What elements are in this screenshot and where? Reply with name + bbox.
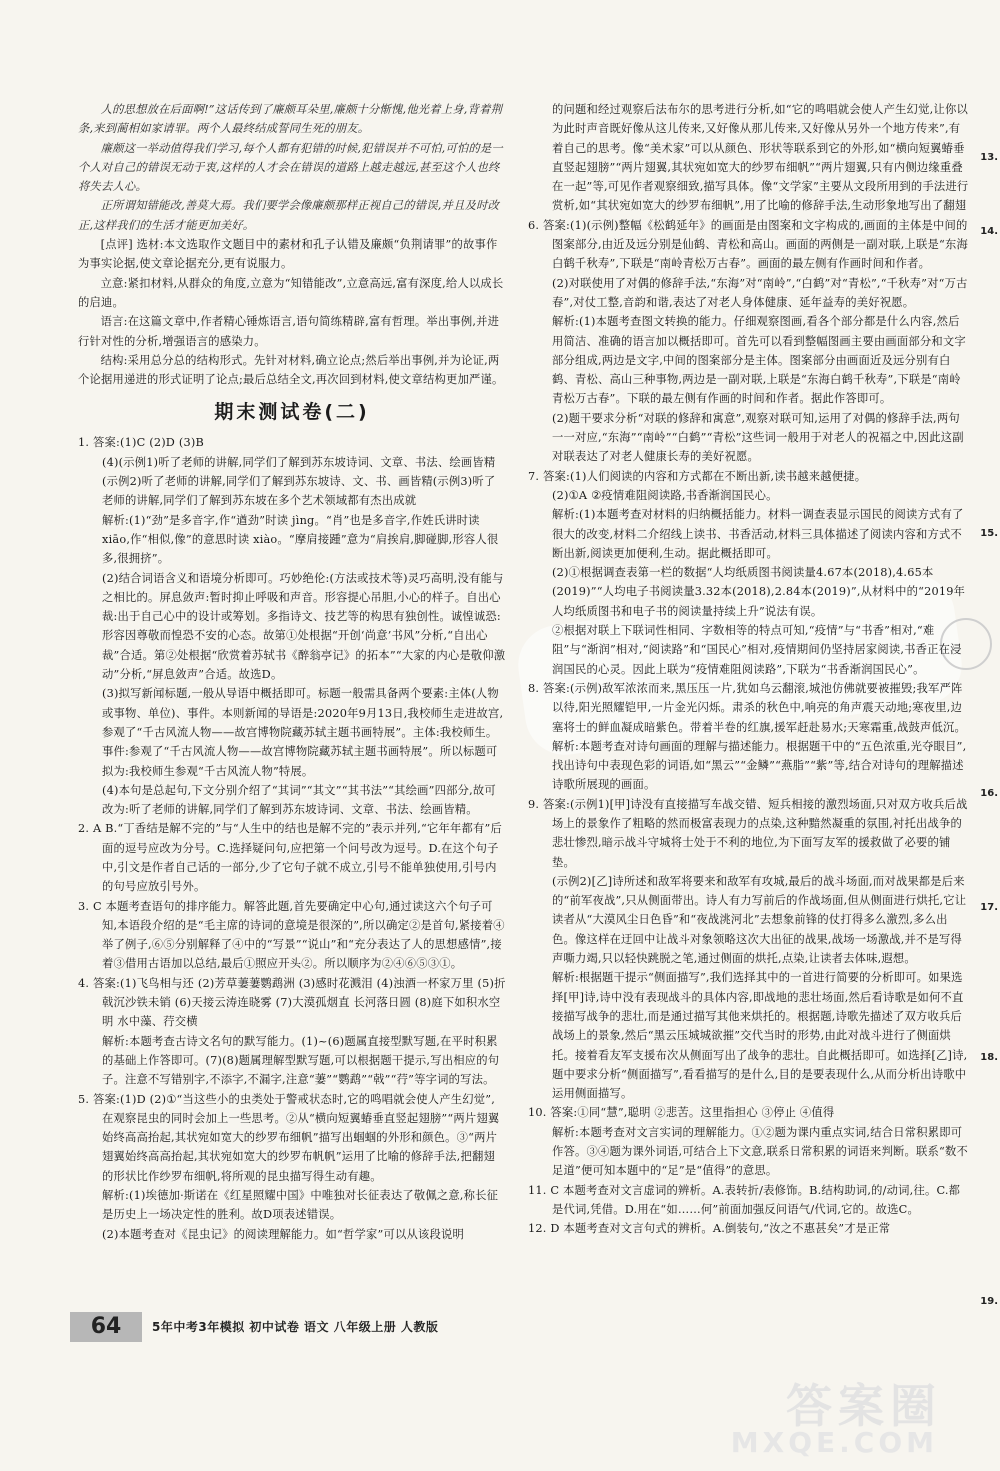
q5-analysis-1: 解析:(1)埃德加·斯诺在《红星照耀中国》中唯独对长征表达了敬佩之意,称长征是历史上一场决定性的胜利。故D项表述错误。 xyxy=(102,1189,499,1222)
q1-part4-examples: (4)(示例1)听了老师的讲解,同学们了解到苏东坡诗词、文章、书法、绘画皆精(示例2)听了老师的讲解,同学们了解到苏东坡诗、文、书、画皆精(示例3)听了老师的讲解,同学们了解到苏东坡在多个艺术领域都有杰出成就 xyxy=(102,455,496,508)
q3-answer: 3. C 本题考查语句的排序能力。解答此题,首先要确定中心句,通过读这六个句子可知,本语段介绍的是“毛主席的诗词的意境是很深的”,所以确定②是首句,紧接着④举了例子,⑥⑤分别解释了④中的“写景”“说山”和“充分表达了人的思想感情”,接着③借用古语加以总结,最后①照应开头②。所以顺序为②④⑥⑤③①。 xyxy=(78,899,505,971)
q4-analysis: 解析:本题考查古诗文名句的默写能力。(1)~(6)题属直接型默写题,在平时积累的基础上作答即可。(7)(8)题属理解型默写题,可以根据题干提示,写出相应的句子。注意不写错别字,不添字,不漏字,注意“萋”“鹦鹉”“戟”“荇”等字词的写法。 xyxy=(102,1034,500,1087)
q1-answer: 1. 答案:(1)C (2)D (3)B xyxy=(78,436,204,450)
q7-answer-2: (2)①A ②疫情难阻阅读路,书香渐润国民心。 xyxy=(552,488,778,502)
q9-example-2: (示例2)[乙]诗所述和敌军将要来和敌军有攻城,最后的战斗场面,而对战果都是后来的“前军夜战”,只从侧面带出。诗人有力写前后的作战场面,但从侧面进行烘托,它让读者从“大漠风尘日色昏”和“夜战洮河北”去想象前锋的仗打得多么激烈,多么出色。像这样在迂回中让战斗对象领略这次大出征的战果,战场一场激战,并不是写得声嘶力竭,只以轻快跳脱之笔,通过侧面的烘托,点染,让读者去体味,遐想。 xyxy=(552,874,967,966)
margin-number: 16. xyxy=(980,788,998,799)
page-number: 64 xyxy=(70,1312,142,1342)
book-info: 5年中考3年模拟 初中试卷 语文 八年级上册 人教版 xyxy=(152,1320,439,1334)
q7-analysis-1: 解析:(1)本题考查对材料的归纳概括能力。材料一调查表显示国民的阅读方式有了很大的改变,材料二介绍线上读书、书香活动,材料三具体描述了阅读内容和方式不断出新,阅读更加便利,生动。据此概括即可。 xyxy=(552,508,964,560)
margin-number: 17. xyxy=(980,902,998,913)
q4-answer: 4. 答案:(1)飞鸟相与还 (2)芳草萋萋鹦鹉洲 (3)感时花溅泪 (4)浊酒一杯家万里 (5)折戟沉沙铁未销 (6)天接云涛连晓雾 (7)大漠孤烟直 长河落日圆 (8)庭下如积水空明 水中藻、荇交横 xyxy=(78,976,506,1029)
q6-analysis-1: 解析:(1)本题考查图文转换的能力。仔细观察图画,看各个部分都是什么内容,然后用简洁、准确的语言加以概括即可。首先可以看到整幅图画主要由画面部分和文字部分组成,两边是文字,中间的图案部分是主体。图案部分由画面近及远分别有白鹤、青松、高山三种事物,两边是一副对联,上联是“东海白鹤千秋寿”,下联是“南岭青松万古春”。下联的最左侧有作画的时间和作者。据此作答即可。 xyxy=(552,315,966,406)
q8-analysis: 解析:本题考查对诗句画面的理解与描述能力。根据题干中的“五色浓重,光夺眼目”,找出诗句中表现色彩的词语,如“黑云”“金鳞”“燕脂”“紫”等,结合对诗句的理解描述诗歌所展现的画面。 xyxy=(552,739,967,792)
margin-number: 19. xyxy=(980,1296,998,1307)
q2-answer: 2. A B.“丁香结是解不完的”与“人生中的结也是解不完的”表示并列,“它年年都有”后面的逗号应改为分号。C.选择疑问句,应把第一个问号改为逗号。D.在这个句子中,引文是作者自己话的一部分,少了它句子就不成立,引号不能单独使用,引号内的句号应放引号外。 xyxy=(78,822,502,894)
margin-number: 15. xyxy=(980,528,998,539)
q7-analysis-2: (2)①根据调查表第一栏的数据“人均纸质图书阅读量4.67本(2018),4.65本(2019)”“人均电子书阅读量3.32本(2018),2.84本(2019)”,从材料中的“2019年人均纸质图书和电子书的阅读量持续上升”说法有误。 xyxy=(552,566,966,618)
q8-answer: 8. 答案:(示例)敌军浓浓而来,黑压压一片,犹如乌云翻滚,城池仿佛就要被摧毁;我军严阵以待,阳光照耀铠甲,一片金光闪烁。肃杀的秋色中,响亮的角声震天动地;寒夜里,边塞将士的鲜血凝成暗紫色。带着半卷的红旗,援军赶赴易水;天寒霜重,战鼓声低沉。 xyxy=(528,681,966,734)
margin-number: 14. xyxy=(980,226,998,237)
q10-analysis: 解析:本题考查对文言实词的理解能力。①②题为课内重点实词,结合日常积累即可作答。③④题为课外词语,可结合上下文意,联系日常积累的词语来判断。联系“数不足道”便可知本题中的“足”是“值得”的意思。 xyxy=(552,1125,968,1178)
q6-answer-2: (2)对联使用了对偶的修辞手法,“东海”对“南岭”,“白鹤”对“青松”,“千秋寿”对“万古春”,对仗工整,音韵和谐,表达了对老人身体健康、延年益寿的美好祝愿。 xyxy=(552,276,968,309)
watermark-url: MXQE.COM xyxy=(730,1426,938,1459)
q9-answer: 9. 答案:(示例1)[甲]诗没有直接描写车战交错、短兵相接的激烈场面,只对双方收兵后战场上的景象作了粗略的然而极富表现力的点染,这种黯然凝重的氛围,衬托出战争的悲壮惨烈,暗示战斗守城将士处于不利的地位,为下面写友军的援救做了必要的铺垫。 xyxy=(528,797,968,869)
watermark-logo: 答案圈 xyxy=(786,1379,942,1433)
q1-analysis-4: (4)本句是总起句,下文分别介绍了“其词”“其文”“其书法”“其绘画”四部分,故可改为:听了老师的讲解,同学们了解到苏东坡诗词、文章、书法、绘画皆精。 xyxy=(102,783,496,817)
q1-analysis-1: 解析:(1)“劲”是多音字,作“遒劲”时读 jìng。“肖”也是多音字,作姓氏讲时读 xiāo,作“相似,像”的意思时读 xiào。“摩肩接踵”意为“肩挨肩,脚碰脚,形容人很多,很拥挤”。 xyxy=(102,513,499,566)
essay-para-2: 廉颇这一举动值得我们学习,每个人都有犯错的时候,犯错误并不可怕,可怕的是一个人对自己的错误无动于衷,这样的人才会在错误的道路上越走越远,甚至这个人也终将失去人心。 xyxy=(78,141,503,194)
comment-theme: 立意:紧扣材料,从群众的角度,立意为“知错能改”,立意高远,富有深度,给人以成长的启迪。 xyxy=(78,276,504,309)
right-column xyxy=(528,100,970,1239)
q10-answer: 10. 答案:①同“慧”,聪明 ②悲苦。这里指担心 ③停止 ④值得 xyxy=(528,1106,835,1120)
q6-analysis-2: (2)题干要求分析“对联的修辞和寓意”,观察对联可知,运用了对偶的修辞手法,两句一一对应,“东海”“南岭”“白鹤”“青松”这些词一般用于对老人的祝福之中,因此这副对联表达了对老人健康长寿的美好祝愿。 xyxy=(552,411,964,464)
q9-analysis: 解析:根据题干提示“侧面描写”,我们选择其中的一首进行简要的分析即可。如果选择[甲]诗,诗中没有表现战斗的具体内容,即战地的悲壮场面,然后看诗歌是如何不直接描写战争的悲壮,而是通过描写其他来烘托的。根据题,诗歌先描述了双方收兵后战场上的景象,然后“黑云压城城欲摧”交代当时的形势,由此对战斗进行了侧面烘托。接着看友军支援布次从侧面写出了战争的悲壮。自此概括即可。如选择[乙]诗,题中要求分析“侧面描写”,看看描写的是什么,目的是要表现什么,从而分析出诗歌中运用侧面描写。 xyxy=(552,971,968,1101)
essay-para-1: 人的思想放在后面啊!”这话传到了廉颇耳朵里,廉颇十分惭愧,他光着上身,背着荆条,来到蔺相如家请罪。两个人最终结成誓同生死的朋友。 xyxy=(78,103,503,136)
q5-analysis-2: (2)本题考查对《昆虫记》的阅读理解能力。如“哲学家”可以从该段说明 xyxy=(102,1227,464,1241)
page-footer xyxy=(70,1312,540,1348)
comment-structure: 结构:采用总分总的结构形式。先针对材料,确立论点;然后举出事例,并为论证,两个论据用递进的形式证明了论点;最后总结全文,再次回到材料,使文章结构更加严谨。 xyxy=(78,353,504,387)
q7-analysis-3: ②根据对联上下联词性相同、字数相等的特点可知,“疫情”与“书香”相对,“难阻”与“渐润”相对,“阅读路”和“国民心”相对,疫情期间仍坚持居家阅读,书香正在浸润国民的心灵。因此上联为“疫情难阻阅读路”,下联为“书香渐润国民心”。 xyxy=(552,624,962,676)
margin-number: 13. xyxy=(980,152,998,163)
q12-answer: 12. D 本题考查对文言句式的辨析。A.倒装句,“汝之不惠甚矣”才是正常 xyxy=(528,1222,891,1236)
q7-answer: 7. 答案:(1)人们阅读的内容和方式都在不断出新,读书越来越便捷。 xyxy=(528,469,867,483)
q11-answer: 11. C 本题考查对文言虚词的辨析。A.表转折/表修饰。B.结构助词,的/动词,往。C.都是代词,凭借。D.用在“如……何”前面加强反问语气/代词,它的。故选C。 xyxy=(528,1183,961,1216)
q1-analysis-3: (3)拟写新闻标题,一般从导语中概括即可。标题一般需具备两个要素:主体(人物或事物、单位)、事件。本则新闻的导语是:2020年9月13日,我校师生走进故宫,参观了“千古风流人物——故宫博物院藏苏轼主题书画特展”。主体:我校师生。事件:参观了“千古风流人物——故宫博物院藏苏轼主题书画特展”。所以标题可拟为:我校师生参观“千古风流人物”特展。 xyxy=(102,687,504,778)
q6-answer: 6. 答案:(1)(示例)整幅《松鹤延年》的画面是由图案和文字构成的,画面的主体是中间的图案部分,由近及远分别是仙鹤、青松和高山。画面的两侧是一副对联,上联是“东海白鹤千秋寿”,下联是“南岭青松万古春”。画面的最左侧有作画时间和作者。 xyxy=(528,218,968,271)
comment-language: 语言:在这篇文章中,作者精心锤炼语言,语句简练精辟,富有哲理。举出事例,并进行针对性的分析,增强语言的感染力。 xyxy=(78,315,500,348)
q5-answer: 5. 答案:(1)D (2)①“当这些小的虫类处于警戒状态时,它的鸣唱就会使人产生幻觉”,在观察昆虫的同时会加上一些思考。②从“横向短翼蝽垂直竖起翅膀”“两片翅翼始终高高抬起,其状宛如宽大的纱罗布细帆”描写出蝈蝈的外形和颜色。③“两片翅翼始终高高抬起,其状宛如宽大的纱罗布帆帆”运用了比喻的修辞手法,把翻翅的形状比作纱罗布细帆,将所观的昆虫描写得生动有趣。 xyxy=(78,1092,500,1183)
q1-analysis-2: (2)结合词语含义和语境分析即可。巧妙绝伦:(方法或技术等)灵巧高明,没有能与之相比的。屏息敛声:暂时抑止呼吸和声音。形容提心吊胆,小心的样子。自出心裁:出于自己心中的设计或筹划。多指诗文、技艺等的构思有独创性。诚惶诚恐:形容因尊敬而惶恐不安的心态。故第①处根据“开创‘尚意’书风”分析,“自出心裁”合适。第②处根据“欣赏着苏轼书《醉翁亭记》的拓本”“大家的内心是敬仰激动”分析,“屏息敛声”合适。故选D。 xyxy=(102,571,506,682)
left-column xyxy=(78,100,506,1244)
q5-analysis-continued: 的问题和经过观察后法布尔的思考进行分析,如“它的鸣唱就会使人产生幻觉,让你以为此时声音既好像从这儿传来,又好像从那儿传来,又好像从另外一个地方传来”,有着自己的思考。像“美术家”可以从颜色、形状等联系到它的外形,如“横向短翼蝽垂直竖起翅膀”“两片翅翼,其状宛如宽大的纱罗布细帆”“两片翅翼,只有内侧边缘重叠在一起”等,可见作者观察细致,描写具体。像“文学家”主要从文段所用到的手法进行赏析,如“其状宛如宽大的纱罗布细帆”,用了比喻的修辞手法,生动形象地写出了翻翅 xyxy=(552,103,969,213)
margin-number: 18. xyxy=(980,1052,998,1063)
section-title: 期末测试卷(二) xyxy=(214,401,370,424)
comment-selection: [点评] 选材:本文选取作文题目中的素材和孔子认错及廉颇“负荆请罪”的故事作为事实论据,使文章论据充分,更有说服力。 xyxy=(78,238,498,271)
essay-para-3: 正所谓知错能改,善莫大焉。我们要学会像廉颇那样正视自己的错误,并且及时改正,这样我们的生活才能更加美好。 xyxy=(78,199,500,232)
